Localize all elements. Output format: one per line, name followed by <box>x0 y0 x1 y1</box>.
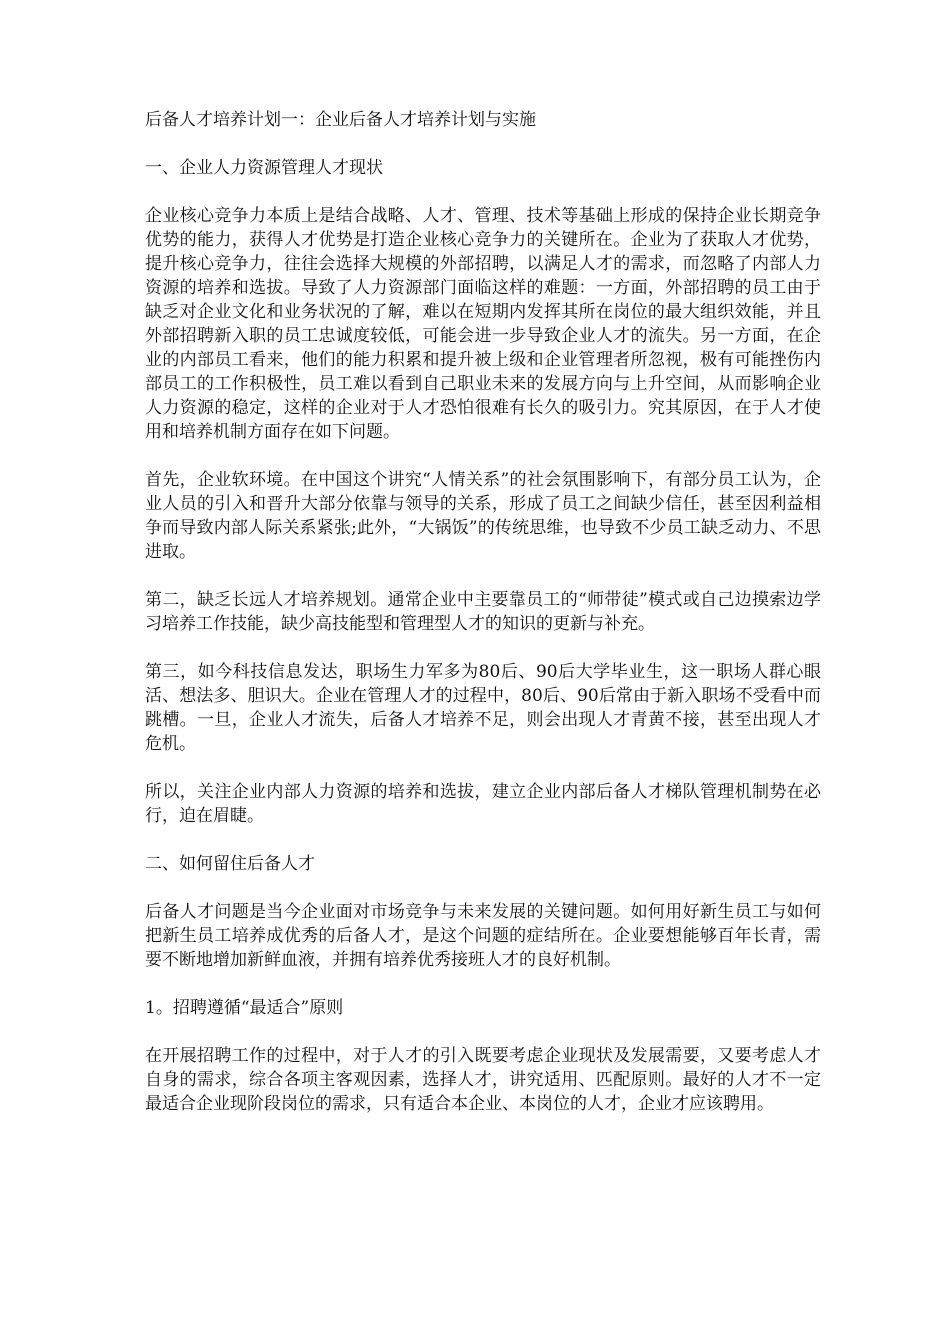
subsection-heading-1: 1。招聘遵循“最适合”原则 <box>145 998 344 1018</box>
paragraph: 企业核心竞争力本质上是结合战略、人才、管理、技术等基础上形成的保持企业长期竞争优势的能力，获得人才优势是打造企业核心竞争力的关键所在。企业为了获取人才优势，提升核心竞争力，往往会选择大规模的外部招聘，以满足人才的需求，而忽略了内部人力资源的培养和选拔。导致了人力资源部门面临这样的难题：一方面，外部招聘的员工由于缺乏对企业文化和业务状况的了解，难以在短期内发挥其所在岗位的最大组织效能，并且外部招聘新入职的员工忠诚度较低，可能会进一步导致企业人才的流失。另一方面，在企业的内部员工看来，他们的能力积累和提升被上级和企业管理者所忽视，极有可能挫伤内部员工的工作积极性，员工难以看到自己职业未来的发展方向与上升空间，从而影响企业人力资源的稳定，这样的企业对于人才恐怕很难有长久的吸引力。究其原因，在于人才使用和培养机制方面存在如下问题。 <box>145 206 821 442</box>
paragraph: 所以，关注企业内部人力资源的培养和选拔，建立企业内部后备人才梯队管理机制势在必行，迫在眉睫。 <box>145 782 821 826</box>
paragraph: 在开展招聘工作的过程中，对于人才的引入既要考虑企业现状及发展需要，又要考虑人才自身的需求，综合各项主客观因素，选择人才，讲究适用、匹配原则。最好的人才不一定最适合企业现阶段岗位的需求，只有适合本企业、本岗位的人才，企业才应该聘用。 <box>145 1046 821 1114</box>
paragraph: 第三，如今科技信息发达，职场生力军多为80后、90后大学毕业生，这一职场人群心眼活、想法多、胆识大。企业在管理人才的过程中，80后、90后常由于新入职场不受看中而跳槽。一旦，企业人才流失，后备人才培养不足，则会出现人才青黄不接，甚至出现人才危机。 <box>145 662 821 754</box>
paragraph: 第二，缺乏长远人才培养规划。通常企业中主要靠员工的“师带徒”模式或自己边摸索边学习培养工作技能，缺少高技能型和管理型人才的知识的更新与补充。 <box>145 590 821 634</box>
section-heading-2: 二、如何留住后备人才 <box>145 854 315 874</box>
paragraph: 后备人才问题是当今企业面对市场竞争与未来发展的关键问题。如何用好新生员工与如何把新生员工培养成优秀的后备人才，是这个问题的症结所在。企业要想能够百年长青，需要不断地增加新鲜血液，并拥有培养优秀接班人才的良好机制。 <box>145 902 821 970</box>
document-body <box>145 108 821 1140</box>
document-title: 后备人才培养计划一：企业后备人才培养计划与实施 <box>145 110 536 130</box>
paragraph: 首先，企业软环境。在中国这个讲究“人情关系”的社会氛围影响下，有部分员工认为，企业人员的引入和晋升大部分依靠与领导的关系，形成了员工之间缺少信任，甚至因利益相争而导致内部人际关系紧张;此外，“大锅饭”的传统思维，也导致不少员工缺乏动力、不思进取。 <box>145 470 821 562</box>
section-heading-1: 一、企业人力资源管理人才现状 <box>145 158 383 178</box>
